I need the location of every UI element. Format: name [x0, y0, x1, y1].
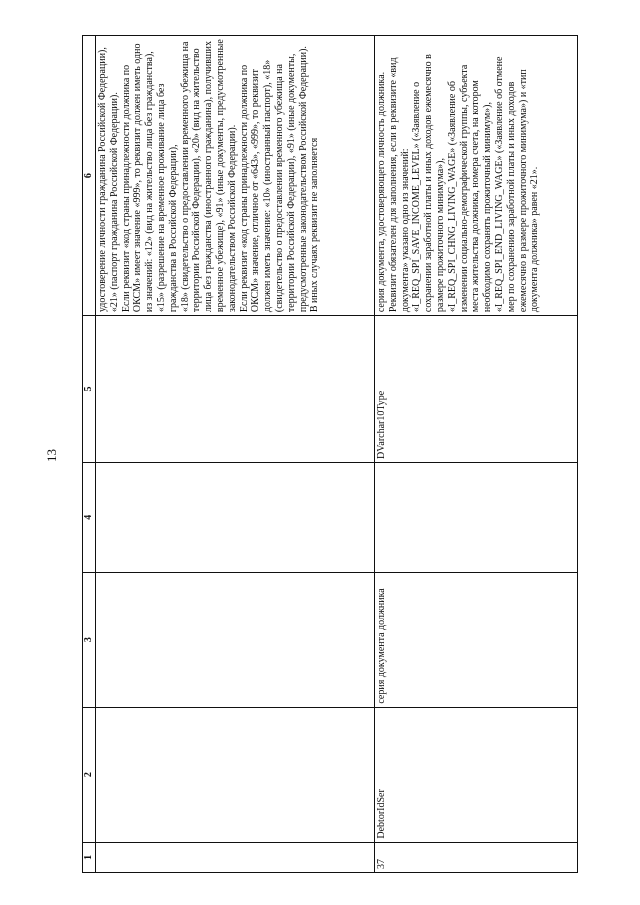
cell-name	[96, 572, 375, 707]
header-col-1: 1	[83, 842, 96, 872]
header-col-6: 6	[83, 36, 96, 316]
header-col-2: 2	[83, 707, 96, 842]
cell-type	[96, 316, 375, 463]
table-row-continuation	[96, 36, 375, 873]
requisites-table	[82, 35, 578, 873]
cell-type: DVarchar10Type	[375, 316, 578, 463]
table-row-37	[375, 36, 578, 873]
cell-description: удостоверение личности гражданина Российской Федерации), «21» (паспорт гражданина Российской Федерации). Если реквизит «код страны принадлежности должника по ОКСМ» имеет значение «999», то реквизит должен иметь одно из значений: «12» (вид на жительство лица без гражданства), «15» (разрешение на временное проживание лица без гражданства в Российской Федерации), «18» (свидетельство о предоставлении временного убежища на территории Российской Федерации), «20» (вид на жительство лица без гражданства (иностранного гражданина), получивших временное убежище), «91» (иные документы, предусмотренные законодательством Российской Федерации). Если реквизит «код страны принадлежности должника по ОКСМ» значение, отличное от «643», «999», то реквизит должен иметь значение: «10» (иностранный паспорт), «18» (свидетельство о предоставлении временного убежища на территории Российской Федерации), «91» (иные документы, предусмотренные законодательством Российской Федерации). В иных случаях реквизит не заполняется	[96, 36, 375, 316]
cell-code	[96, 707, 375, 842]
cell-name: серия документа должника	[375, 572, 578, 707]
header-col-4: 4	[83, 462, 96, 572]
table-header-row	[83, 36, 96, 873]
header-col-5: 5	[83, 316, 96, 463]
cell-col4	[96, 462, 375, 572]
cell-code: DebtorIdSer	[375, 707, 578, 842]
page-number: 13	[44, 449, 59, 462]
cell-description: серия документа, удостоверяющего личность должника. Реквизит обязателен для заполнения, если в реквизите «вид документа» указано одно из значений: «I_REQ_SPI_SAVE_INCOME_LEVEL» («Заявление о сохранении заработной платы и иных доходов ежемесячно в размере прожиточного минимума»), «I_REQ_SPI_CHNG_LIVING_WAGE» («Заявление об изменении социально-демографической группы, субъекта места жительства должника, номера счета, на котором необходимо сохранять прожиточный минимум»), «I_REQ_SPI_END_LIVING_WAGE» («Заявление об отмене мер по сохранению заработной платы и иных доходов ежемесячно в размере прожиточного минимума») и «тип документа должника» равен «21».	[375, 36, 578, 316]
rotated-page-content	[82, 35, 578, 873]
header-col-3: 3	[83, 572, 96, 707]
cell-number: 37	[375, 842, 578, 872]
cell-number	[96, 842, 375, 872]
cell-col4	[375, 462, 578, 572]
